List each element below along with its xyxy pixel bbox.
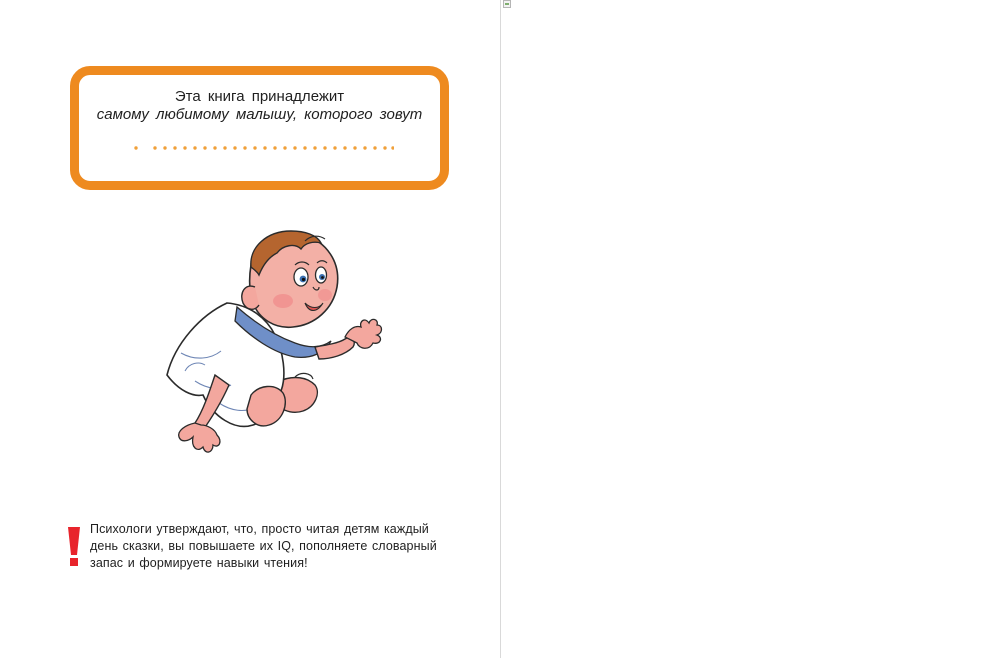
reading-tip [90, 521, 452, 572]
reading-tip-line: день сказки, вы повышаете их IQ, пополняете словарный [90, 539, 437, 553]
crawling-baby-illustration [155, 225, 385, 465]
reading-tip-line: запас и формируете навыки чтения! [90, 556, 308, 570]
left-page [0, 0, 500, 658]
name-dotted-line [134, 144, 394, 152]
owner-name-frame [70, 66, 449, 190]
owner-caption-line1: Эта книга принадлежит [174, 88, 345, 105]
right-page [501, 0, 1001, 658]
exclamation-icon [66, 527, 82, 567]
reading-tip-line: Психологи утверждают, что, просто читая детям каждый [90, 522, 429, 536]
owner-caption-line2: самому любимому малышу, которого зовут [96, 106, 423, 123]
broken-image-icon [503, 0, 511, 8]
